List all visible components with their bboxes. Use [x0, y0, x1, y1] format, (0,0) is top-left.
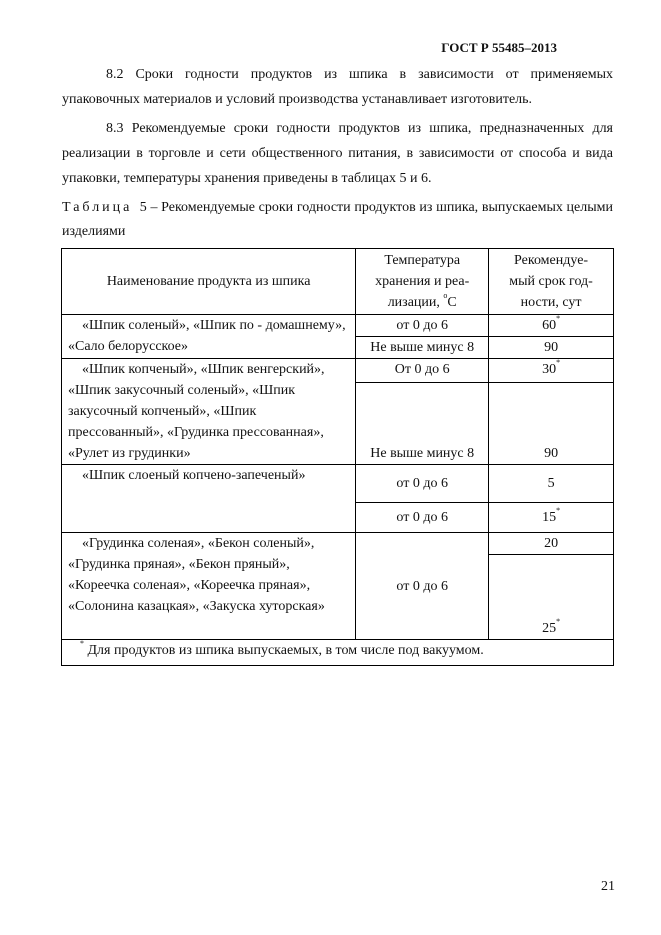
shelf-life-cell: 90	[489, 383, 614, 465]
table-row	[62, 315, 614, 337]
table-caption-text: – Рекомендуемые сроки годности продуктов из шпика, выпускаемых целыми изделиями	[62, 200, 613, 239]
table-row	[62, 359, 614, 383]
table-caption	[62, 196, 613, 244]
temperature-cell: От 0 до 6	[356, 359, 489, 383]
shelf-life-cell: 15*	[489, 503, 614, 533]
product-name-cell: «Шпик слоеный копчено-запеченый»	[62, 465, 356, 533]
table-caption-number: 5	[139, 200, 147, 215]
temperature-cell: Не выше минус 8	[356, 337, 489, 359]
page-number: 21	[601, 879, 615, 894]
temperature-cell: от 0 до 6	[356, 315, 489, 337]
shelf-life-cell: 20	[489, 533, 614, 555]
table-footnote: * Для продуктов из шпика выпускаемых, в том числе под вакуумом.	[62, 640, 614, 666]
product-name-cell: «Грудинка соленая», «Бекон соленый», «Грудинка пряная», «Бекон пряный», «Кореечка соленая», «Кореечка пряная», «Солонина казацкая», «Закуска хуторская»	[62, 533, 356, 640]
temperature-cell: Не выше минус 8	[356, 383, 489, 465]
shelf-life-cell: 30*	[489, 359, 614, 383]
temperature-cell: от 0 до 6	[356, 503, 489, 533]
header-temperature: Температура хранения и реа- лизации, $^o$С	[356, 249, 489, 315]
document-code: ГОСТ Р 55485–2013	[441, 40, 557, 55]
shelf-life-cell: 60*	[489, 315, 614, 337]
table-footnote-row	[62, 640, 614, 666]
shelf-life-table	[61, 248, 614, 666]
header-product-name: Наименование продукта из шпика	[62, 249, 356, 315]
shelf-life-cell: 25*	[489, 555, 614, 640]
product-name-cell: «Шпик копченый», «Шпик венгерский», «Шпик закусочный соленый», «Шпик закусочный копченый», «Шпик прессованный», «Грудинка прессованная», «Рулет из грудинки»	[62, 359, 356, 465]
paragraph-8-3: 8.3 Рекомендуемые сроки годности продуктов из шпика, предназначенных для реализации в торговле и сети общественного питания, в зависимости от способа и вида упаковки, температуры хранения приведены в таблицах 5 и 6.	[62, 121, 613, 186]
shelf-life-cell: 5	[489, 465, 614, 503]
temperature-cell: от 0 до 6	[356, 465, 489, 503]
table-caption-label: Таблица	[62, 200, 133, 215]
shelf-life-cell: 90	[489, 337, 614, 359]
table-row	[62, 465, 614, 503]
table-row	[62, 533, 614, 555]
table-header-row	[62, 249, 614, 315]
paragraph-8-2: 8.2 Сроки годности продуктов из шпика в зависимости от применяемых упаковочных материалов и условий производства устанавливает изготовитель.	[62, 67, 613, 107]
product-name-cell: «Шпик соленый», «Шпик по - домашнему», «Сало белорусское»	[62, 315, 356, 359]
temperature-cell: от 0 до 6	[356, 533, 489, 640]
header-shelf-life: Рекомендуе- мый срок год- ности, сут	[489, 249, 614, 315]
